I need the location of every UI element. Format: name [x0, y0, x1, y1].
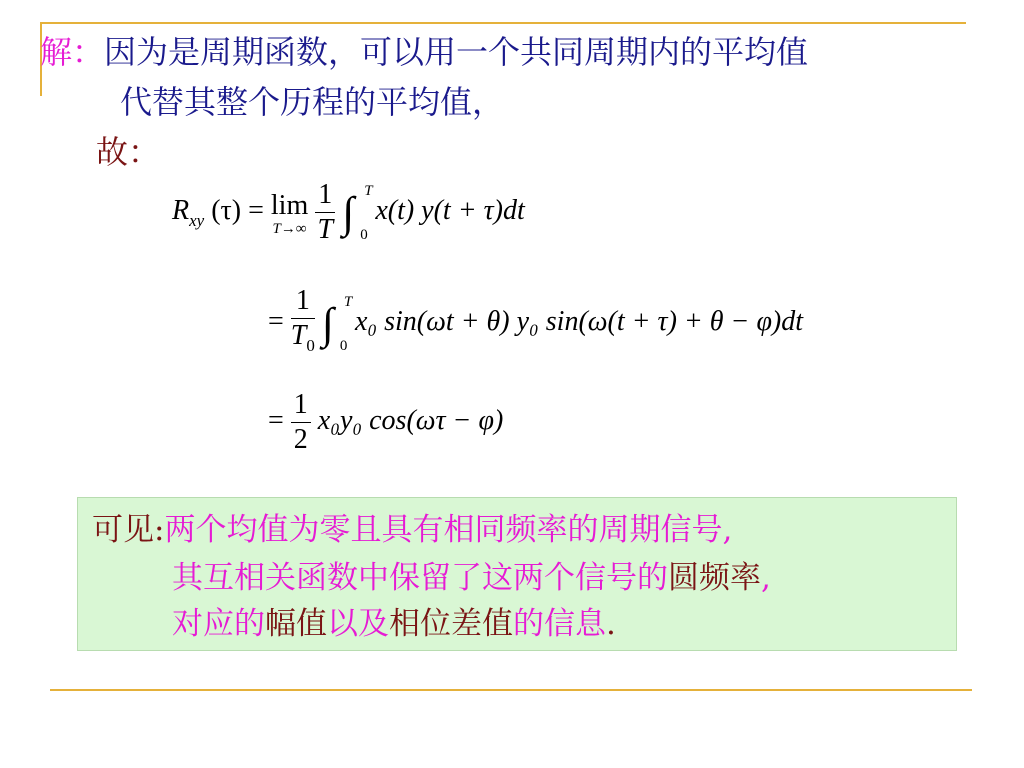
conclusion-phase-difference: 相位差值 [389, 606, 513, 642]
top-rule [40, 22, 966, 24]
bottom-rule [50, 689, 972, 691]
eq2-fraction [291, 284, 315, 363]
eq1-equals: = [248, 194, 264, 226]
eq2-int-upper: T [343, 294, 353, 310]
conclusion-amplitude: 幅值 [265, 606, 327, 642]
therefore-label: 故： [96, 133, 161, 171]
conclusion-text-3a: 对应的 [172, 606, 265, 642]
eq2-integral-icon: ∫ T 0 [321, 294, 353, 354]
eq1-integrand: x(t) y(t + τ)dt [375, 194, 525, 226]
conclusion-text-2c: , [761, 560, 771, 596]
eq1-integral-icon: ∫ T 0 [342, 183, 373, 243]
eq1-limit [271, 190, 308, 236]
eq1-fraction [315, 178, 335, 247]
eq3-frac-den: 2 [293, 424, 308, 455]
solution-label: 解： [40, 33, 105, 71]
equation-1 [172, 178, 525, 247]
eq1-lim-under: T→∞ [272, 220, 307, 237]
conclusion-line-3 [172, 604, 616, 644]
eq3-frac-num: 1 [291, 388, 311, 423]
conclusion-line-1 [92, 510, 732, 550]
eq2-frac-den-wrap [291, 319, 315, 363]
eq1-int-upper: T [364, 183, 373, 199]
equation-3 [268, 388, 503, 457]
conclusion-line-2 [172, 558, 771, 598]
conclusion-angular-frequency: 圆频率 [668, 560, 761, 596]
eq2-integrand: x₀ sin(ωt + θ) y₀ sin(ω(t + τ) + θ − φ)dt [354, 305, 804, 337]
conclusion-label: 可见: [92, 512, 165, 548]
conclusion-text-3c: 以及 [327, 606, 389, 642]
eq1-frac-den: T [317, 214, 334, 245]
solution-line-2: 代替其整个历程的平均值， [120, 83, 505, 121]
conclusion-text-2a: 其互相关函数中保留了这两个信号的 [172, 560, 668, 596]
eq2-frac-den: T [290, 320, 307, 351]
conclusion-text-1: 两个均值为零且具有相同频率的周期信号, [164, 512, 733, 548]
equation-2 [268, 284, 803, 363]
eq1-int-lower: 0 [360, 227, 368, 243]
eq2-int-lower: 0 [339, 338, 348, 354]
eq3-equals: = [268, 404, 284, 436]
eq1-lhs-sub: xy [189, 210, 205, 230]
eq2-frac-num: 1 [291, 284, 315, 319]
eq2-frac-den-sub: 0 [306, 336, 315, 355]
solution-text-1: 因为是周期函数，可以用一个共同周期内的平均值 [104, 33, 809, 71]
eq1-frac-num: 1 [315, 178, 335, 213]
eq1-lim-word: lim [270, 189, 309, 221]
conclusion-period: . [606, 606, 616, 642]
eq3-fraction [291, 388, 311, 457]
conclusion-text-3e: 的信息 [513, 606, 606, 642]
eq1-lhs-arg: (τ) [211, 194, 242, 226]
conclusion-box [77, 497, 957, 651]
eq2-equals: = [268, 305, 284, 337]
solution-line-1 [40, 32, 808, 72]
eq3-expression: x₀y₀ cos(ωτ − φ) [317, 404, 504, 436]
eq1-lhs-symbol: R [172, 194, 190, 226]
